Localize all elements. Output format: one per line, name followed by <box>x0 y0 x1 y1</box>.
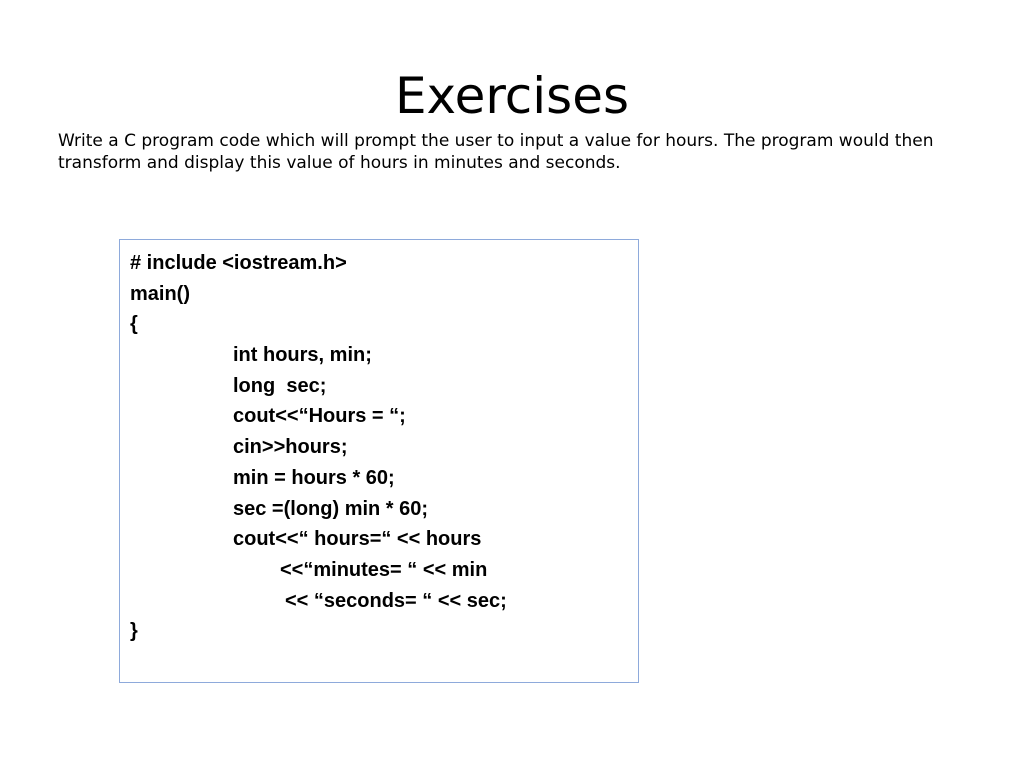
code-line: long sec; <box>233 374 327 397</box>
code-line: << “seconds= “ << sec; <box>285 589 507 612</box>
code-line: cout<<“Hours = “; <box>233 405 406 428</box>
code-listing <box>130 248 507 647</box>
code-line: # include <iostream.h> <box>130 252 347 274</box>
exercise-description: Write a C program code which will prompt the user to input a value for hours. The program would then transform and display this value of hours in minutes and seconds. <box>58 131 934 173</box>
code-line: int hours, min; <box>233 344 372 367</box>
slide-title: Exercises <box>394 67 630 125</box>
code-line: min = hours * 60; <box>233 466 395 489</box>
code-line: <<“minutes= “ << min <box>280 558 488 581</box>
code-line: { <box>130 313 138 336</box>
code-line: main() <box>130 282 190 305</box>
code-box <box>119 239 639 683</box>
code-line: cin>>hours; <box>233 436 348 459</box>
code-line: sec =(long) min * 60; <box>233 497 429 520</box>
code-line: } <box>130 620 138 643</box>
code-line: cout<<“ hours=“ << hours <box>233 528 482 551</box>
